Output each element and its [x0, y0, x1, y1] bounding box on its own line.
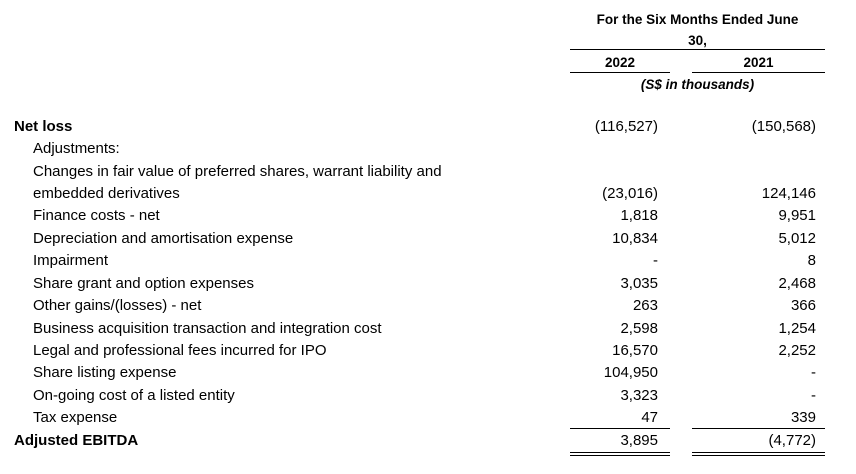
row-value-2021: 9,951	[778, 207, 816, 224]
total-double-rule-2021-a	[692, 452, 825, 453]
units-label: (S$ in thousands)	[640, 77, 755, 92]
row-label: Other gains/(losses) - net	[33, 297, 202, 314]
row-value-2021: -	[811, 387, 816, 404]
row-value-2021: 2,252	[778, 342, 816, 359]
total-double-rule-2022-a	[570, 452, 670, 453]
row-value-2022: 3,035	[620, 275, 658, 292]
row-value-2022: 47	[641, 409, 658, 426]
year-2021-header: 2021	[743, 55, 774, 70]
row-value-2021: 366	[790, 297, 816, 314]
row-value-2021: 2,468	[778, 275, 816, 292]
row-label: Finance costs - net	[33, 207, 160, 224]
row-value-2022: 2,598	[620, 320, 658, 337]
header-rule	[570, 49, 825, 50]
total-double-rule-2021-b	[692, 455, 825, 456]
row-value-2022: -	[653, 252, 658, 269]
adjusted-ebitda-2021: (4,772)	[768, 432, 816, 449]
total-double-rule-2022-b	[570, 455, 670, 456]
row-value-2022: 104,950	[603, 364, 658, 381]
row-label: Tax expense	[33, 409, 118, 426]
adjustments-label: Adjustments:	[33, 140, 120, 157]
row-value-2021: 1,254	[778, 320, 816, 337]
net-loss-2021: (150,568)	[751, 118, 816, 135]
row-label: Depreciation and amortisation expense	[33, 230, 294, 247]
row-value-2022: (23,016)	[602, 185, 658, 202]
net-loss-2022: (116,527)	[594, 118, 658, 135]
adjusted-ebitda-2022: 3,895	[620, 432, 658, 449]
period-header-line2: 30,	[688, 33, 707, 48]
row-value-2022: 1,818	[620, 207, 658, 224]
subtotal-rule-2021	[692, 428, 825, 429]
row-label: Impairment	[33, 252, 109, 269]
row-value-2021: 8	[807, 252, 816, 269]
row-value-2022: 263	[632, 297, 658, 314]
row-value-2022: 10,834	[612, 230, 658, 247]
row-value-2022: 3,323	[620, 387, 658, 404]
row-label: Legal and professional fees incurred for IPO	[33, 342, 327, 359]
row-label: Share listing expense	[33, 364, 177, 381]
row-label: Share grant and option expenses	[33, 275, 254, 292]
row-value-2021: 5,012	[778, 230, 816, 247]
subtotal-rule-2022	[570, 428, 670, 429]
row-label: On-going cost of a listed entity	[33, 387, 235, 404]
row-value-2021: -	[811, 364, 816, 381]
row-label: Business acquisition transaction and integration cost	[33, 320, 382, 337]
row-value-2021: 339	[790, 409, 816, 426]
adjusted-ebitda-label: Adjusted EBITDA	[14, 432, 139, 449]
row-label: Changes in fair value of preferred shares, warrant liability and	[33, 163, 442, 180]
row-label: embedded derivatives	[33, 185, 180, 202]
net-loss-label: Net loss	[14, 118, 73, 135]
period-header-line1: For the Six Months Ended June	[596, 12, 799, 27]
row-value-2021: 124,146	[761, 185, 816, 202]
year-2022-header: 2022	[604, 55, 636, 70]
year-2022-rule	[570, 72, 670, 73]
row-value-2022: 16,570	[612, 342, 658, 359]
year-2021-rule	[692, 72, 825, 73]
